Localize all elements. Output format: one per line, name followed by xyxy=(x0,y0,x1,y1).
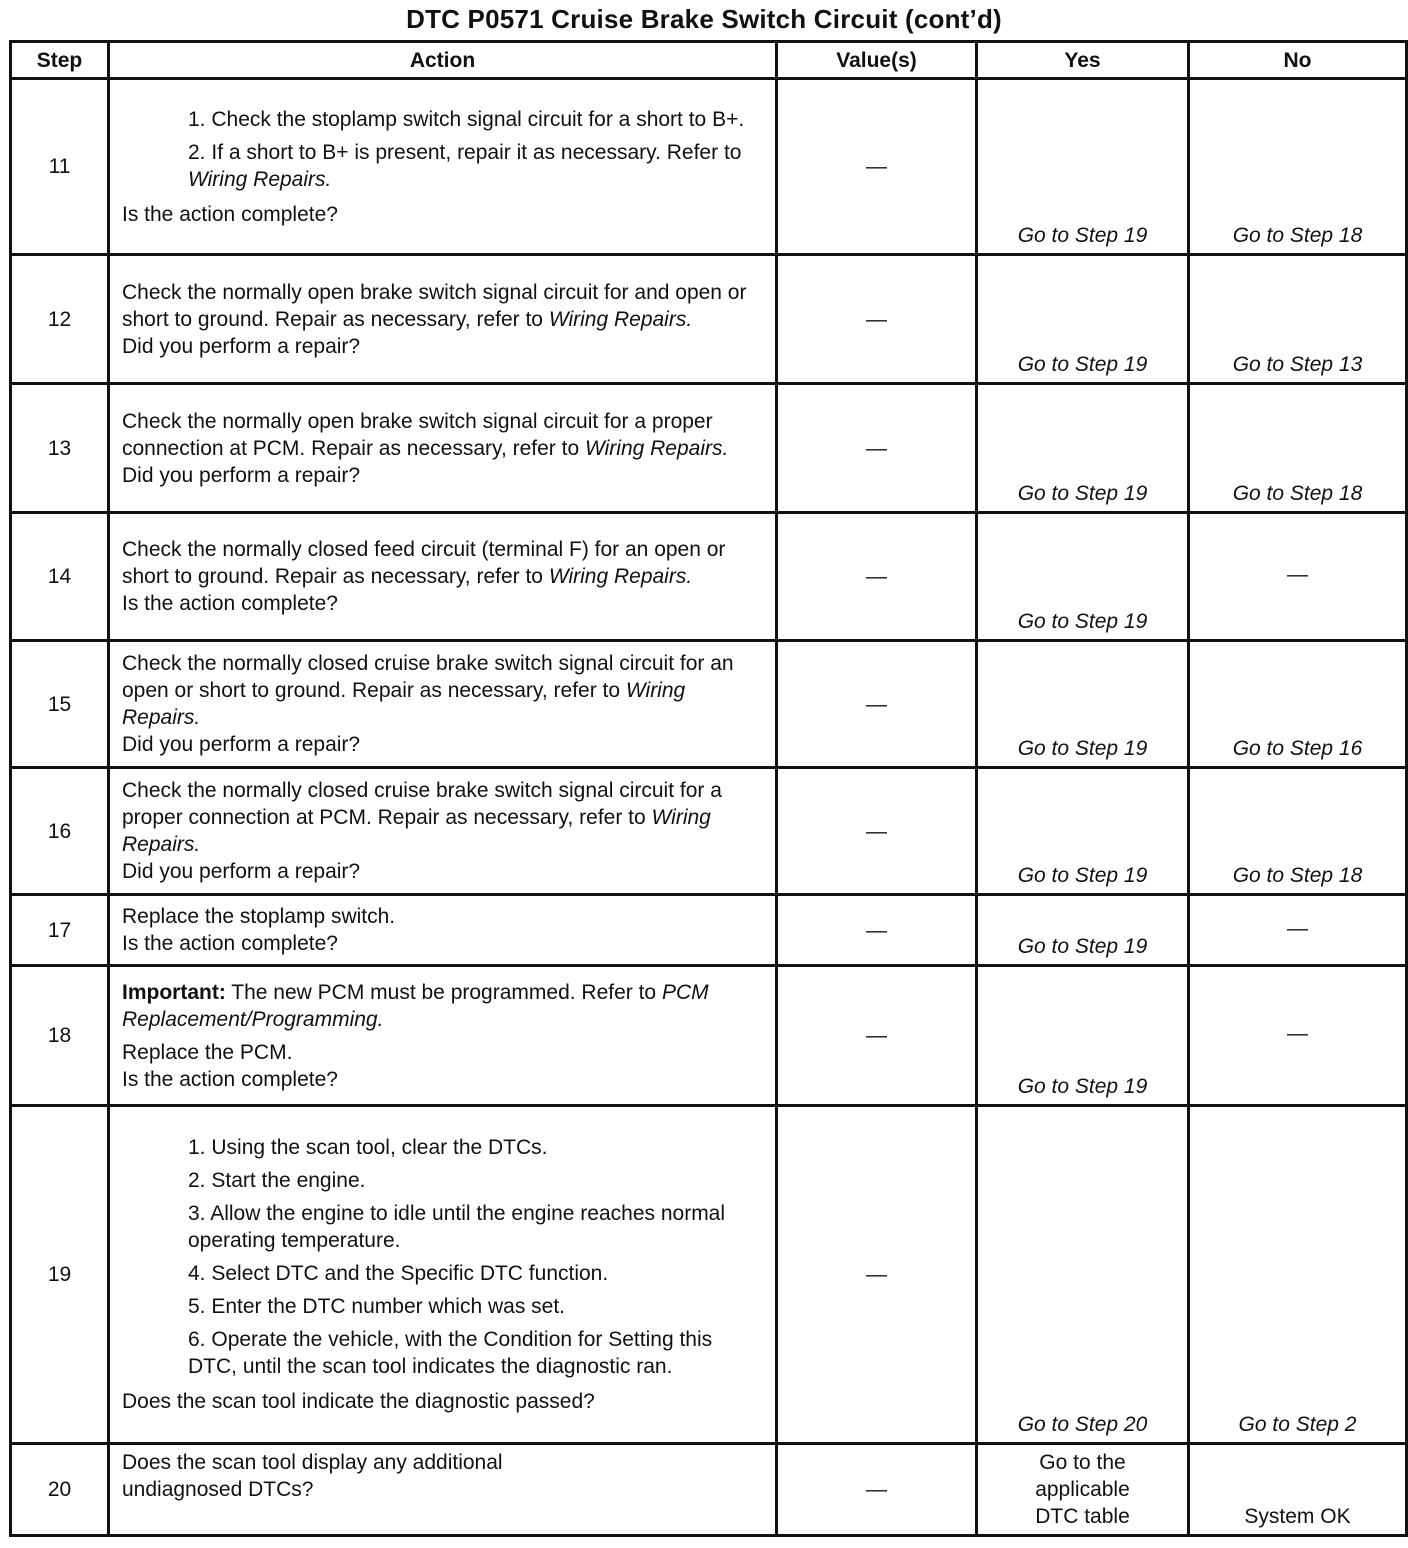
action-text xyxy=(122,536,765,590)
action-text: Does the scan tool display any additional undiagnosed DTCs? xyxy=(122,1451,503,1501)
important-label: Important: xyxy=(122,980,226,1004)
list-number: 1. xyxy=(188,1136,206,1159)
value-cell: — xyxy=(777,1106,977,1444)
no-cell: System OK xyxy=(1189,1444,1407,1536)
list-item xyxy=(184,1326,765,1380)
diagnostic-table xyxy=(9,40,1408,1537)
list-item xyxy=(184,1134,765,1161)
question-text: Is the action complete? xyxy=(122,202,338,226)
action-cell xyxy=(109,895,777,966)
question-text: Is the action complete? xyxy=(122,932,338,955)
list-text: Using the scan tool, clear the DTCs. xyxy=(211,1136,548,1159)
value-cell: — xyxy=(777,1444,977,1536)
list-text: Select DTC and the Specific DTC function. xyxy=(211,1262,609,1285)
value-cell: — xyxy=(777,966,977,1106)
list-number: 2. xyxy=(188,140,206,164)
action-text: Replace the stoplamp switch. xyxy=(122,905,396,928)
action-text-body: Check the normally closed feed circuit (terminal F) for an open or short to ground. Repair as necessary, refer to xyxy=(122,538,726,588)
table-row-step-19 xyxy=(11,1106,1407,1444)
action-cell xyxy=(109,768,777,895)
reference-link-text: Wiring Repairs. xyxy=(548,307,693,331)
reference-link-text: Wiring Repairs. xyxy=(122,679,686,729)
action-text-body: Check the normally open brake switch signal circuit for a proper connection at PCM. Repair as necessary, refer to xyxy=(122,409,713,460)
action-text xyxy=(122,408,765,462)
no-cell: — xyxy=(1189,966,1407,1106)
list-text: Enter the DTC number which was set. xyxy=(211,1295,565,1318)
table-row-step-15 xyxy=(11,641,1407,768)
question-text: Is the action complete? xyxy=(122,1067,338,1091)
yes-cell: Go to Step 19 xyxy=(977,384,1189,513)
no-cell: Go to Step 16 xyxy=(1189,641,1407,768)
action-text-body: Check the normally open brake switch signal circuit for and open or short to ground. Repair as necessary, refer to xyxy=(122,280,747,331)
yes-cell: Go to Step 19 xyxy=(977,513,1189,641)
value-cell: — xyxy=(777,255,977,384)
table-row-step-14 xyxy=(11,513,1407,641)
header-step: Step xyxy=(11,42,109,79)
step-number: 19 xyxy=(11,1106,109,1444)
question-text: Did you perform a repair? xyxy=(122,733,361,756)
header-action: Action xyxy=(109,42,777,79)
list-number: 1. xyxy=(188,107,206,131)
reference-link-text: Wiring Repairs. xyxy=(548,565,693,588)
action-cell xyxy=(109,513,777,641)
action-cell xyxy=(109,641,777,768)
action-cell xyxy=(109,79,777,255)
yes-cell: Go to Step 19 xyxy=(977,966,1189,1106)
yes-cell: Go to Step 20 xyxy=(977,1106,1189,1444)
value-cell: — xyxy=(777,768,977,895)
action-text xyxy=(122,650,765,731)
list-text: If a short to B+ is present, repair it as necessary. Refer to xyxy=(211,140,742,164)
question-text: Did you perform a repair? xyxy=(122,334,361,358)
reference-link-text: Wiring Repairs. xyxy=(188,167,332,191)
step-number: 18 xyxy=(11,966,109,1106)
no-cell: — xyxy=(1189,513,1407,641)
important-text: The new PCM must be programmed. Refer to xyxy=(225,980,662,1004)
value-cell: — xyxy=(777,79,977,255)
no-cell: Go to Step 13 xyxy=(1189,255,1407,384)
list-number: 6. xyxy=(188,1328,206,1351)
header-no: No xyxy=(1189,42,1407,79)
yes-cell: Go to Step 19 xyxy=(977,255,1189,384)
step-number: 20 xyxy=(11,1444,109,1536)
yes-cell: Go to Step 19 xyxy=(977,895,1189,966)
action-text: Replace the PCM. xyxy=(122,1040,293,1064)
question-text: Does the scan tool indicate the diagnostic passed? xyxy=(122,1390,595,1413)
step-number: 17 xyxy=(11,895,109,966)
list-number: 3. xyxy=(188,1202,206,1225)
table-row-step-11 xyxy=(11,79,1407,255)
no-cell: Go to Step 2 xyxy=(1189,1106,1407,1444)
reference-link-text: Wiring Repairs. xyxy=(584,436,729,460)
list-item xyxy=(184,1167,765,1194)
table-row-step-17 xyxy=(11,895,1407,966)
list-text: Allow the engine to idle until the engine reaches normal operating temperature. xyxy=(188,1202,726,1252)
table-row-step-20 xyxy=(11,1444,1407,1536)
list-text: Operate the vehicle, with the Condition for Setting this DTC, until the scan tool indicates the diagnostic ran. xyxy=(188,1328,713,1378)
action-cell xyxy=(109,384,777,513)
important-note xyxy=(122,979,765,1033)
step-number: 15 xyxy=(11,641,109,768)
list-number: 4. xyxy=(188,1262,206,1285)
table-row-step-16 xyxy=(11,768,1407,895)
value-cell: — xyxy=(777,384,977,513)
no-cell: Go to Step 18 xyxy=(1189,768,1407,895)
page-title: DTC P0571 Cruise Brake Switch Circuit (cont’d) xyxy=(406,4,1002,34)
step-number: 11 xyxy=(11,79,109,255)
value-cell: — xyxy=(777,513,977,641)
action-cell xyxy=(109,1444,777,1536)
list-item xyxy=(184,1293,765,1320)
action-text-body: Check the normally closed cruise brake switch signal circuit for a proper connection at PCM. Repair as necessary, refer to xyxy=(122,779,722,829)
list-item xyxy=(184,106,765,133)
step-number: 13 xyxy=(11,384,109,513)
table-row-step-12 xyxy=(11,255,1407,384)
reference-link-text: PCM Replacement/Programming. xyxy=(122,980,709,1031)
action-cell xyxy=(109,255,777,384)
step-number: 16 xyxy=(11,768,109,895)
header-yes: Yes xyxy=(977,42,1189,79)
action-cell xyxy=(109,1106,777,1444)
yes-cell: Go to Step 19 xyxy=(977,641,1189,768)
yes-cell: Go to Step 19 xyxy=(977,79,1189,255)
action-text-body: Check the normally closed cruise brake switch signal circuit for an open or short to ground. Repair as necessary, refer to xyxy=(122,652,734,702)
no-cell: — xyxy=(1189,895,1407,966)
question-text: Did you perform a repair? xyxy=(122,463,361,487)
list-number: 5. xyxy=(188,1295,206,1318)
list-item xyxy=(184,1260,765,1287)
yes-cell: Go to the applicable DTC table xyxy=(977,1444,1189,1536)
action-cell xyxy=(109,966,777,1106)
no-cell: Go to Step 18 xyxy=(1189,79,1407,255)
question-text: Did you perform a repair? xyxy=(122,860,361,883)
header-row xyxy=(11,42,1407,79)
action-text xyxy=(122,279,765,333)
header-value: Value(s) xyxy=(777,42,977,79)
list-number: 2. xyxy=(188,1169,206,1192)
table-row-step-13 xyxy=(11,384,1407,513)
list-item xyxy=(184,1200,765,1254)
value-cell: — xyxy=(777,895,977,966)
step-number: 14 xyxy=(11,513,109,641)
yes-cell: Go to Step 19 xyxy=(977,768,1189,895)
question-text: Is the action complete? xyxy=(122,592,338,615)
list-text: Start the engine. xyxy=(211,1169,366,1192)
table-row-step-18 xyxy=(11,966,1407,1106)
value-cell: — xyxy=(777,641,977,768)
reference-link-text: Wiring Repairs. xyxy=(122,806,711,856)
step-number: 12 xyxy=(11,255,109,384)
list-text: Check the stoplamp switch signal circuit for a short to B+. xyxy=(211,107,745,131)
no-cell: Go to Step 18 xyxy=(1189,384,1407,513)
action-text xyxy=(122,777,765,858)
list-item xyxy=(184,139,765,193)
